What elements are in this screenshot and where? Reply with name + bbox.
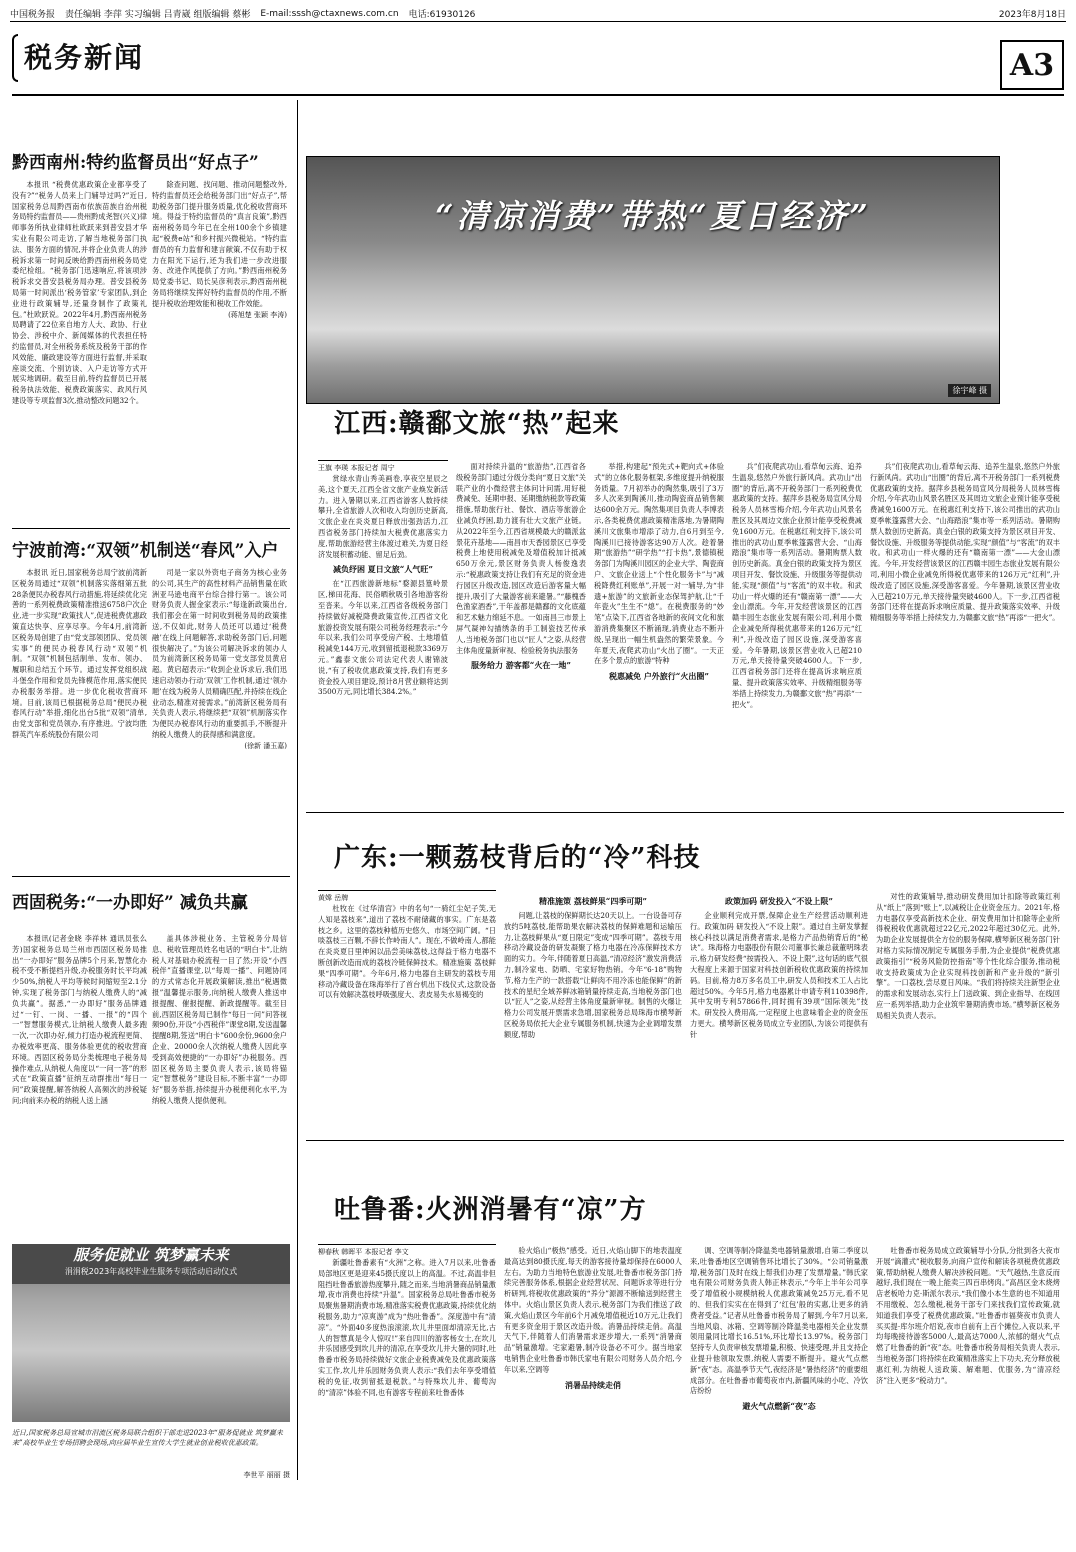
jiangxi-col5b: 兵”们夜爬武功山,看草甸云海、追养生温泉,悠然户外旅行新风尚。武功山“出圈”的背后,离不开税务部门一系列税费优惠政策的支持。据萍乡县税务局宣风分局税务人员林雪梅介绍,今年武功山风景名胜区及其周边文旅企业预计能享受税费减免1600万元。在税惠红利支持下,该公司推出的武功山夏季帐篷露营大会、“山海踏浪”集市等一系列活动。暑期购票人数创历史新高。真金白银的政策支持为景区项目开发、餐饮设施、升级服务等提供动能,实现“颜值”与“客流”的双丰收。和武功山一样火爆的还有“赣南第一漂”——大金山漂流。今年,开发经营该景区的江西赣丰园生态旅业发展有限公司,利用小微企业减免所得税优惠带来的126万元“红利”,升级改造了园区设施,深受游客喜爱。今年暑期,该景区营业收入已超210万元,单天接待量突破4600人。下一步,江西省税务部门还将在提高诉求响应质量、提升政策落实效率、升级精细服务等举措上持续发力,为赣鄱文旅“热”再添“一把火”。 [870, 462, 1060, 623]
ningbo-credit: (徐新 潘玉嘉) [244, 741, 287, 750]
turpan-col1: 新疆吐鲁番素有“火洲”之称。进入7月以来,吐鲁番局部地区更是迎来45摄氏度以上的高温。不过,高温非但阻挡吐鲁番旅游热度攀升,随之而来,当地消暑商品销量激增,夜市消费也持续“升温”。国家税务总局吐鲁番市税务局聚焦暑期消费市场,精准落实税费优惠政策,持续优化纳税服务,助力“凉爽游”成为“热吐鲁番”。深度游中有“清凉”。“外面40多度热浪滚滚,坎儿井里面却清凉无比,古人的智慧真是令人惊叹!”来自四川的游客杨女士,在坎儿井乐园感受到坎儿井的清凉,在享受坎儿井大暑的同时,吐鲁番市税务局持续做好文旅企业税费减免及优惠政策落实工作,坎儿井乐园财务负责人表示:“我们去年享受增值税的免征,收到留抵退税款。”与特殊坎儿井、葡萄沟的“清凉”体验不同,也有游客专程前来吐鲁番体 [318, 1258, 496, 1397]
issue-date: 2023年8月18日 [998, 10, 1066, 20]
qiannan-col2: 除查问题、找问题、推动问题整改外,特约监督员还会给税务部门出“好点子”,帮助税务部门提升服务质量,优化税收营商环境。得益于特约监督员的“真言良策”,黔西南州税务局今年已在全州100余个乡镇建起“税费e站”和乡村振兴微税站。“特约监督员的有力监督和建言献策,不仅有助于权力在阳光下运行,还为我们进一步改进服务、改进作风提供了方向。”黔西南州税务局党委书记、局长吴彦利表示,黔西南州税务局将继续发挥好特约监督员的作用,不断提升税收治理效能和税收工作效能。 (蒋旭楚 张颖 李涛) [152, 180, 287, 319]
guangdong-headline: 广东:一颗荔枝背后的“冷”科技 [334, 843, 701, 873]
turpan-col4: 吐鲁番市税务局成立政策辅导小分队,分批到各大夜市开展“滴灌式”税收服务,向商户宣传和解读各项税费优惠政策,帮助纳税人缴费人解决涉税问题。“天气越热,生意反而越好,我们现在一晚上能卖三四百串烤肉。”高昌区金木烧烤店老板哈力克·斯派尔表示,“我们像小本生意的也不知道用不用缴税、怎么缴税,税务干部专门来找我们宣传政策,就知道我们享受了税费优惠政策。”吐鲁番市福葵夜市负责人买买提·库尔班介绍说,夜市自前有上百个摊位,入夜以来,平均每晚接待游客5000人,最高达7000人,浓郁的烟火气点燃了吐鲁番的新“夜”态。吐鲁番市税务局相关负责人表示,当地税务部门将持续在政策精准落实上下功夫,充分释放税惠红利,为纳税人送政策、解难题、优服务,为“清凉经济”注入更多“税动力”。 [876, 1246, 1060, 1385]
ningbo-col2: 司是一家以外资电子商务为核心业务的公司,其生产的高性材料产品销售量在欧洲亚马逊电商平台综合排行第一。该公司财务负责人握金家表示:“每逢新政策出台,我们都会在第一时间收到税务局的政策推送,不仅如此,财务人员还可以通过‘税费融’在线上问题解答,求助税务部门后,问题很快解决了。”为该公司解决诉求的领办人员为前湾新区税务局第一党支部党员黄启超。黄启超表示:“收到企业诉求后,我们迅速启动领办行动‘双领’工作机制,通过‘领办题’在线为税务人员精确匹配,并持续在线企业动态,精准对接需求。”前湾新区税务局有关负责人表示,将继续把“双领”机制落实作为便民办税春风行动的重要抓手,不断提升纳税人缴费人的获得感和满意度。 (徐新 潘玉嘉) [152, 568, 287, 750]
qiannan-credit: (蒋旭楚 张颖 李涛) [228, 310, 287, 319]
divider [12, 528, 290, 529]
phone: 电话:61930126 [408, 10, 476, 20]
turpan-col3: 调、空调等制冷降温类电器销量激增,自第二季度以来,吐鲁番地区空调销售环比增长了30%。“公司销量激增,税务部门及时在线上帮我们办理了发票增量。”韩氏家电有限公司财务负责人韩正林表示,“今年上半年公司享受了增值税小规模纳税人优惠政策减免25万元,看不见的、但我们实实在在得到了‘红包’般的实惠,让更多的消费者受益。”记者从吐鲁番市税务局了解到,今年7月以来,当地风扇、冰箱、空调等制冷降温类电器相关企业发票领用量同比增长16.51%,环比增长13.97%。税务部门坚持专人负责审核发票增量,积极、快速受理,并且支持企业提升他领取发票,纳税人需要不断提升。避火气点燃新“夜”态。高温季节天气,夜经济是“暑热经济”的重要组成部分。在吐鲁番市葡萄夜市内,新疆风味的小吃、冷饮店纷纷 避火气点燃新“夜”态 [690, 1246, 868, 1412]
divider [12, 876, 290, 877]
qiannan-col1: 本报讯 “税费优惠政策企业都享受了没有?”“税务人员来上门辅导过吗?”近日,国家税务总局黔西南布依族苗族自治州税务局特约监督员——贵州黔成尧智(兴义)律师事务所执业律师杜欧跃来到普安县才华实业有限公司走访,了解当地税务部门执法、服务方面的情况,并将企业负责人的涉税诉求第一时间反映给黔西南州税务局党委纪检组。“税务部门迅速响应,将该项涉税诉求交普安县税务局办理。普安县税务局第一时间派出‘税务管家’专家团队,到企业进行政策辅导,还量身制作了政策礼包。”杜欧跃说。2022年4月,黔西南州税务局聘请了22位来自地方人大、政协、行业协会、涉税中介、新闻媒体的代表担任特约监督员,对全州税务系统及税务干部的作风效能、廉政建设等方面进行监督,并采取座谈交流、个别访谈、入户走访等方式开展实地调研。截至目前,特约监督员已开展税务执法效能、税费政策落实、政风行风建设等专项监督3次,推动整改问题32个。 [12, 180, 147, 405]
turpan-sub2: 避火气点燃新“夜”态 [742, 1401, 816, 1412]
guangdong-col4: 对性的政策辅导,推动研发费用加计扣除等政策红利从“纸上”落到“账上”,以减税让企业资金压力。2021年,格力电器仅享受高新技术企业、研发费用加计扣除等企业所得税税收优惠就超过22亿元,2022年超过30亿元。此外,为助企业发展提供全方位的服务保障,横琴新区税务部门针对格力实际情况制定专属服务手册,为企业提供“税费优惠政策指引”“税务风险防控指南”等个性化综合服务,推动税收支持政策成为企业实现科技创新和产业升级的“新引擎”。一口荔枝,尝尽夏日风味。“我们将持续关注新型企业的需求和发展动态,实行上门送政策、到企业指导、在线回应一系列举措,助力企业筑牢暑期消费市场。”横琴新区税务局相关负责人表示。 [876, 892, 1060, 1020]
column-divider [297, 100, 298, 1480]
guangdong-col3: 政策加码 研发投入“不设上限” 企业顺利完成开票,保障企业生产经营活动顺利进行。政策加码 研发投入“不设上限”。通过自主研发掌握核心科技以满足消费者需求,是格力产品热销背后的“秘诀”。珠海格力电器股份有限公司董事长兼总裁董明珠表示,格力研发经费“按需投入、不设上限”,这句话的底气很大程度上来源于国家对科技创新税收优惠政策的持续加码。目前,格力8万多名员工中,研发人员和技术工人占比超过50%。今年5月,格力电器累计申请专利110398件,其中发明专利57866件,同时拥有39项“国际领先”技术。研发投入费用高,一定程度上也意味着企业的资金压力更大。横琴新区税务局成立专业团队,为该公司提供有针 [690, 896, 868, 1039]
guangdong-col1: 杜牧在《过华清宫》中的名句“一骑红尘妃子笑,无人知是荔枝来”,道出了荔枝不耐储藏的事实。广东是荔枝之乡。这里的荔枝种植历史悠久、市场空间广阔。“日啖荔枝三百颗,不辞长作岭南人”。现在,不做岭南人,都能在炎炎夏日里神闲以品尝美味荔枝,这得益于格力电器不断创新改造而成的荔枝冷链保鲜技术。精准施策 荔枝鲜果“四季可期”。今年6月,格力电器自主研发的荔枝专用移动冷藏设备在珠海举行了首台机出下线仪式,这款设备可以有效解决荔枝呼吸强度大、表皮易失水易褐变的 [318, 904, 496, 1000]
turpan-col2: 验火焰山“极热”感受。近日,火焰山脚下的地表温度最高达到80摄氏度,每天的游客接待量却保持在6000人左右。为助力当地特色旅游业发展,吐鲁番市税务部门持续完善服务体系,根据企业经营状况、问题诉求等进行分析研判,将税收优惠政策的“养分”源源不断输送到经营主体中。火焰山景区负责人表示,税务部门为我们推送了政策,火焰山景区今年前6个月减免增值税近10万元,让我们有更多资金用于景区改造升级。消暑品持续走俏。高温天气下,伴随着人们消暑需求逐步增大,一系列“消暑商品”销量激增。宅家避暑,制冷设备必不可少。据当地家电销售企业吐鲁番市韩氏家电有限公司财务人员介绍,今年以来,空调等 消暑品持续走俏 [504, 1246, 682, 1390]
divider [306, 812, 1064, 813]
page-number: A3 [1000, 40, 1064, 90]
masthead-bar [10, 6, 1066, 22]
paper-name: 中国税务报 [10, 10, 56, 20]
banner-photo [306, 156, 1000, 404]
jiangxi-col1: 赏绿水青山秀美画卷,享夜空星辰之美,这个夏天,江西全省文旅产业焕发新活力。进入暑期以来,江西省游客人数持续攀升,全省旅游人次和收入均创历史新高,文旅企业在炎炎夏日释放出强劲活力,江西省税务部门持续加大税费优惠落实力度,帮助旅游经营主体渡过难关,为夏日经济发展积蓄动能、留足后劲。 减负纾困 夏日文旅“人气旺” 在“江西旅游新地标”婺源县篁岭景区,梯田花海、民俗晒秋吸引各地游客纷至沓来。今年以来,江西省各级税务部门持续做好减税降费政策宣传,江西省文化旅游投资发展有限公司税务经理表示:“今年以来,我们公司享受房产税、土地增值税减免144万元,收到留抵退税款3369万元。”鑫泰文旅公司法定代表人谢锦波说,“有了税收优惠政策支持,我们有更多资金投入项目建设,预计8月营业额将达到3500万元,同比增长384.2%。” [318, 474, 448, 697]
turpan-byline: 柳春秋 韩晖平 本报记者 李文 [318, 1244, 496, 1257]
banner-title: “清凉消费”带热“夏日经济” [435, 197, 871, 235]
guangdong-sub2: 政策加码 研发投入“不设上限” [725, 896, 833, 906]
jiangxi-sub2: 服务给力 游客都“火在一地” [471, 660, 571, 671]
top-rule [12, 94, 1064, 96]
section-title: 税务新闻 [24, 41, 145, 74]
section-bracket [12, 34, 18, 82]
photo-credit: 李世平 丽丽 摄 [243, 1471, 290, 1479]
jiangxi-col4: 举措,构建起“预先式+靶向式+体验式”的立体化服务框架,多维度提升纳税服务质量。7月初举办的陶然集,吸引了3万多人次来到陶溪川,推动陶瓷商品销售额达600余万元。陶然集项目负责人李博表示,各类税费优惠政策精准落地,为暑期陶溪川文旅集市增添了动力,自6月到至今,陶溪川已接待游客达90万人次。趁着暑期“旅游热”“研学热”“打卡热”,景德镇税务部门为陶溪川园区的企业大学、陶瓷商户、文旅企业送上“个性化服务卡”与“减税降费红利账单”,开展一对一辅导,为“非遗+旅游”的文旅新业态保驾护航,让“千年瓷火”生生不“熄”。在税费服务的“妙笔”点染下,江西省各地新的夜间文化和旅游消费集聚区不断涌现,消费业态不断升级,呈现出一幅生机盎然的繁荣景象。今年夏天,夜爬武功山“火出了圈”。一天正在多个景点的旅游“特种 税惠减免 户外旅行“火出圈” [594, 462, 724, 682]
banner-credit: 徐宇峰 摄 [948, 384, 991, 397]
turpan-headline: 吐鲁番:火洲消暑有“凉”方 [334, 1195, 647, 1225]
divider [306, 1140, 1064, 1141]
editors: 责任编辑 李萍 实习编辑 吕青崴 组版编辑 蔡彬 [65, 10, 251, 20]
ningbo-headline: 宁波前湾:“双领”机制送“春风”入户 [12, 541, 279, 561]
jiangxi-headline: 江西:赣鄱文旅“热”起来 [334, 409, 620, 439]
photo-banner-subtext: 涓涓税2023年高校毕业生服务专项活动启动仪式 [64, 1267, 238, 1276]
guangdong-byline: 黄嫦 岳牌 [318, 890, 496, 903]
ningbo-col1: 本报讯 近日,国家税务总局宁波前湾新区税务局通过“双领”机制落实落细第五批28条便民办税春风行动措施,将延续优化完善的一系列税费政策精准推送6758户次企业,进一步实现“政策找人”,促进税费优惠政策直达快享、应享尽享。今年4月,前湾新区税务局创建了由“党支部领团队、党员领实事”的便民办税春风行动“双领”机制。“双领”机制包括制单、发布、领办、履职和总结五个环节。通过发挥党组织战斗堡垒作用和党员先锋模范作用,落实便民办税服务举措。进一步优化税收营商环境。目前,该局已根据税务总局“便民办税春风行动”举措,细化出台5批“双领”清单,由党支部和党员领办,有序推进。宁波均胜群英汽车系统股份有限公司 [12, 568, 147, 739]
qiannan-headline: 黔西南州:特约监督员出“好点子” [12, 153, 259, 173]
jiangxi-col5a: 兵”们夜爬武功山,看草甸云海、追养生温泉,悠然户外旅行新风尚。武功山“出圈”的背后,离不开税务部门一系列税费优惠政策的支持。据萍乡县税务局宣风分局税务人员林雪梅介绍,今年武功山风景名胜区及其周边文旅企业预计能享受税费减免1600万元。在税惠红利支持下,该公司推出的武功山夏季帐篷露营大会、“山海踏浪”集市等一系列活动。暑期购票人数创历史新高。真金白银的政策支持为景区项目开发、餐饮设施、升级服务等提供动能,实现“颜值”与“客流”的双丰收。和武功山一样火爆的还有“赣南第一漂”——大金山漂流。今年,开发经营该景区的江西赣丰园生态旅业发展有限公司,利用小微企业减免所得税优惠带来的126万元“红利”,升级改造了园区设施,深受游客喜爱。今年暑期,该景区营业收入已超210万元,单天接待量突破4600人。下一步,江西省税务部门还将在提高诉求响应质量、提升政策落实效率、升级精细服务等举措上持续发力,为赣鄱文旅“热”再添“一把火”。 [732, 462, 862, 709]
xigu-headline: 西固税务:“一办即好” 减负共赢 [12, 893, 248, 913]
jiangxi-sub1: 减负纾困 夏日文旅“人气旺” [333, 564, 433, 575]
job-fair-photo [12, 1244, 290, 1422]
xigu-col2: 盖具体涉税业务、主管税务分局信息、税收管理员姓名电话的“明白卡”,让纳税人对基础办税流程一目了然;开设“小西税伴”直播课堂,以“每周一播”、问题协同的方式常态化开展政策解读,推出“税遇微报”温馨提示服务,向纳税人缴费人推送申报提醒、催报提醒、新政提醒等。截至目前,西固区税务局已制作“每日一问”问答视频90份,开设“小西税伴”课堂8期,发送温馨提醒8期,签送“明白卡”600余份,9600余户企业、20000余人次纳税人缴费人因此享受到高效便捷的“一办即好”办税服务。西固区税务局主要负责人表示,该局将锚定“智慧税务”建设目标,不断丰富“一办即好”服务举措,持续提升办税便利化水平,为纳税人缴费人提供便利。 [152, 934, 287, 1105]
guangdong-col2: 精准施策 荔枝鲜果“四季可期” 问题,让荔枝的保鲜期长达20天以上。一台设备可存放约5吨荔枝,能帮助果农解决荔枝的保鲜难题和运输压力,让荔枝鲜果从“夏日限定”变成“四季可期”。荔枝专用移动冷藏设备的研发凝聚了格力电器在冷冻保鲜技术方面的实力。今年,伴随着夏日高温,“清凉经济”激发消费活力,制冷家电、防晒、宅家好物热销。今年“6·18”购物节,格力生产的一款搭载“让鲜肉不用冷冻也能保鲜”的新技术的星纪全域养鲜冰箱销量持续走高,当地税务部门也以“匠人”之姿,从经营主体角度量新审视。制售的火爆让格力公司发展开票需求急增,国家税务总局珠海市横琴新区税务局依托大企业专属服务机制,快速为企业调增发票额度,帮助 [504, 896, 682, 1039]
xigu-col1: 本报讯(记者金晓 李祥林 通讯员张么芳)国家税务总局兰州市西固区税务局推出“一办即好”服务品牌5个月来,智慧化办税不受不断提档升级,办税服务时长平均减少50%,纳税人平均等候时间缩短至2.1分钟,实现了税务部门与纳税人缴费人的“减负共赢”。据悉,“一办即好”服务品牌通过“一钉、一岗、一播、一报”的“四个一”智慧服务模式,让纳税人缴费人最多跑一次,一次即办好,倾力打造办税流程更简、办税效率更高、服务体验更优的税收营商环境。西固区税务局分类梳理电子税务局操作难点,从纳税人角度以“一问一答”的形式在“政策直播”征纳互动群推出“每日一问”政策提醒,解答纳税人高频次的涉税疑问;向前来办税的纳税人送上涵 [12, 934, 147, 1105]
guangdong-sub1: 精准施策 荔枝鲜果“四季可期” [539, 896, 647, 906]
photo-banner-text: 服务促就业 筑梦赢未来 [73, 1246, 229, 1264]
jiangxi-col3: 面对持续升温的“旅游热”,江西省各级税务部门通过分级分类向“夏日文旅”关联产业的小微经营主体问计问需,用好税费减免、延期申报、延期缴纳税款等政策措施,帮助旅行社、餐饮、酒店等旅游企业减负纾困,助力渡有壮大文旅产业链。从2022年至今,江西省规模最大的赣派盆景花卉基地——南昌市天香园景区已享受税费上地使用税减免及增值税加计抵减650万余元,景区财务负责人杨俊逸表示:“税惠政策支持让我们有充足的资金进行园区升级改造,园区改造后游客量大幅提升,吸引了大量游客前来避暑。”“藤槐香色渔家酒香”,干年盖都是赣鄱的文化底蕴和艺术魅力绵延不息。一如南昌三市景上屏气凝神勾描绣条的手工制瓷技艺传承人,当地税务部门也以“匠人”之姿,从经营主体角度量新审视、检验税务执法服务 服务给力 游客都“火在一地” [456, 462, 586, 671]
photo-caption: 近日,国家税务总局宣城市涓流区税务局联合组织干部走进2023年“服务促就业 筑梦赢未来”高校毕业生专场招聘会现场,向应届毕业生宣传大学生就业创业税收优惠政策。 [12, 1429, 283, 1447]
turpan-sub1: 消暑品持续走俏 [565, 1379, 621, 1390]
email: E-mail:sssh@ctaxnews.com.cn [260, 8, 399, 19]
jiangxi-byline: 王旗 李瑛 本报记者 周宁 [318, 460, 448, 473]
jiangxi-sub3: 税惠减免 户外旅行“火出圈” [609, 671, 709, 682]
